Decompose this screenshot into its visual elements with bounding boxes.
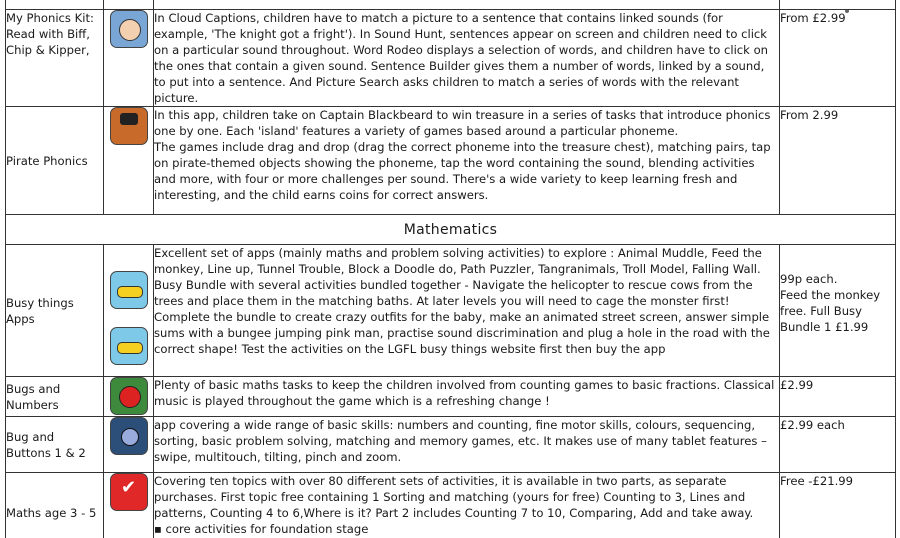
app-price: £2.99 each xyxy=(780,417,896,473)
pirate-phonics-app-icon xyxy=(110,107,148,145)
app-name: Bug and Buttons 1 & 2 xyxy=(6,417,104,473)
app-description: Plenty of basic maths tasks to keep the children involved from counting games to basic fractions. Classical music is played throughout the game which is a refreshing change ! xyxy=(154,377,780,417)
cut-cell xyxy=(780,0,896,10)
table-row xyxy=(6,245,896,377)
table-row xyxy=(6,107,896,215)
app-price: From £2.99 xyxy=(780,10,896,107)
app-name: Bugs and Numbers xyxy=(6,377,104,417)
icon-cell xyxy=(104,473,154,538)
app-name: My Phonics Kit: Read with Biff, Chip & Kipper, xyxy=(6,10,104,107)
section-title: Mathematics xyxy=(6,215,896,245)
apps-table xyxy=(5,0,896,538)
app-price: Free -£21.99 xyxy=(780,473,896,538)
table-row-top-cut xyxy=(6,0,896,10)
app-price: From 2.99 xyxy=(780,107,896,215)
app-description: app covering a wide range of basic skills: numbers and counting, fine motor skills, colours, sequencing, sorting, basic problem solving, matching and memory games, etc. It makes use of many tablet features – swipe, multitouch, tilting, pinch and zoom. xyxy=(154,417,780,473)
app-description: Covering ten topics with over 80 different sets of activities, it is available in two parts, as separate purchases. First topic free containing 1 Sorting and matching (yours for free) Counting to 3, Lines and patterns, Counting 4 to 6,Where is it? Part 2 includes Counting 7 to 10, Comparing, Add and take away. ▪ core activities for foundation stage xyxy=(154,473,780,538)
icon-cell xyxy=(104,245,154,377)
app-price: 99p each. Feed the monkey free. Full Busy Bundle 1 £1.99 xyxy=(780,245,896,377)
app-description: In this app, children take on Captain Blackbeard to win treasure in a series of tasks that introduce phonics one by one. Each 'island' features a variety of games based around a particular phoneme. The games include drag and drop (drag the correct phoneme into the treasure chest), matching pairs, tap on pirate-themed objects showing the phoneme, tap the word containing the sound, blending activities and more, with four or more challenges per sound. There's a wide variety to keep learning fresh and interesting, and the child earns coins for correct answers. xyxy=(154,107,780,215)
app-name: Busy things Apps xyxy=(6,245,104,377)
table-row xyxy=(6,417,896,473)
bug-and-buttons-app-icon xyxy=(110,417,148,455)
busy-bundle-app-icon xyxy=(110,327,148,365)
app-description: Excellent set of apps (mainly maths and problem solving activities) to explore : Animal Muddle, Feed the monkey, Line up, Tunnel Trouble, Block a Doodle do, Path Puzzler, Tangranimals, Troll Model, Falling Wall. Busy Bundle with several activities bundled together - Navigate the helicopter to rescue cows from the trees and place them in the matching baths. At later levels you will need to cage the monster first! Complete the bundle to create crazy outfits for the baby, make an animated street screen, answer simple sums with a bungee jumping pink man, practise sound discrimination and plug a hole in the road with the correct shape! Test the activities on the LGFL busy things website first then buy the app xyxy=(154,245,780,377)
table-row xyxy=(6,473,896,538)
app-description: In Cloud Captions, children have to match a picture to a sentence that contains linked sounds (for example, 'The knight got a fright'). In Sound Hunt, sentences appear on screen and children need to click on a particular sound throughout. Word Rodeo displays a selection of words, and children have to click on the ones that contain a given sound. Sentence Builder gives them a number of words, linked by a sound, to put into a sentence. And Picture Search asks children to match a series of words with the relevant picture. xyxy=(154,10,780,107)
cut-cell xyxy=(154,0,780,10)
section-row xyxy=(6,215,896,245)
app-price: £2.99 xyxy=(780,377,896,417)
app-name: Maths age 3 - 5 xyxy=(6,473,104,538)
app-name: Pirate Phonics xyxy=(6,107,104,215)
icon-cell xyxy=(104,107,154,215)
icon-cell xyxy=(104,10,154,107)
cut-cell xyxy=(104,0,154,10)
bugs-and-numbers-app-icon xyxy=(110,377,148,415)
phonics-kit-app-icon xyxy=(110,10,148,48)
cut-cell xyxy=(6,0,104,10)
icon-cell xyxy=(104,417,154,473)
busy-things-app-icon xyxy=(110,271,148,309)
maths-age-3-5-app-icon xyxy=(110,473,148,511)
table-row xyxy=(6,377,896,417)
table-row xyxy=(6,10,896,107)
icon-cell xyxy=(104,377,154,417)
